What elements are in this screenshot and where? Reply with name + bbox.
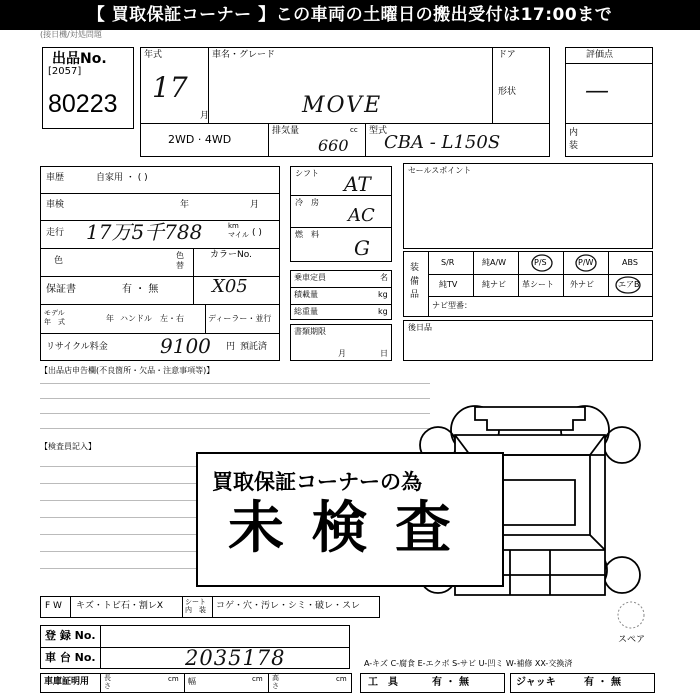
ac-value: AC — [348, 205, 375, 226]
chassis-label: 車 台 No. — [45, 651, 96, 664]
color-label: 色 — [54, 256, 64, 266]
shape-label: 形状 — [498, 87, 517, 97]
load-unit: kg — [378, 290, 388, 299]
interior-label: 内 装 — [569, 128, 579, 151]
shift-label: シフト — [295, 169, 319, 178]
chassis-value: 2035178 — [185, 646, 286, 670]
ac-label: 冷 房 — [295, 198, 319, 207]
score-label: 評価点 — [586, 50, 614, 60]
fw-label: F W — [45, 601, 62, 611]
seat-items: コゲ・穴・汚レ・シミ・破レ・スレ — [216, 601, 361, 611]
history-value: 自家用 ・ ( ) — [96, 173, 148, 183]
model-year-label: モデル 年 式 — [44, 309, 65, 327]
docs-month: 月 — [338, 349, 346, 358]
year-value: 17 — [152, 71, 188, 104]
fuel-label: 燃 料 — [295, 230, 319, 239]
width-label: 幅 — [188, 677, 196, 686]
gross-label: 総重量 — [294, 307, 318, 316]
tools-value: 有 ・ 無 — [432, 677, 469, 688]
sales-point-label: セールスポイント — [408, 166, 472, 175]
spare-tire-icon — [616, 600, 646, 630]
damage-legend: A-キズ C-腐食 E-エクボ S-サビ U-凹ミ W-補修 XX-交換済 — [364, 659, 573, 668]
history-label: 車歴 — [46, 173, 65, 183]
name-value: MOVE — [302, 93, 383, 118]
door-label: ドア — [498, 50, 516, 60]
tools-label: 工 具 — [368, 677, 398, 688]
equip-sr: S/R — [441, 258, 455, 267]
notice-main: 未 検 査 — [228, 495, 455, 561]
inspection-month-mark: 月 — [250, 200, 260, 210]
fw-items: キズ・トビ石・割レX — [76, 601, 163, 611]
lot-sub-number: [2057] — [48, 66, 82, 77]
fuel-value: G — [354, 236, 370, 260]
handle-side: ハンドル 左・右 — [120, 314, 184, 323]
after-items-label: 後日品 — [408, 323, 432, 332]
width-unit: cm — [252, 675, 263, 683]
length-unit: cm — [168, 675, 179, 683]
seat-label: シート 内 装 — [185, 598, 206, 615]
color-no-label: カラーNo. — [210, 250, 252, 260]
month-mark: 月 — [200, 111, 210, 121]
lot-label: 出品No. — [52, 51, 107, 67]
equip-genuine-navi: 純ナビ — [482, 280, 506, 289]
equip-pw: P/W — [578, 258, 594, 267]
inspector-label: 【検査員記入】 — [40, 442, 96, 451]
name-grade-label: 車名・グレード — [212, 50, 276, 60]
after-items-box — [403, 320, 653, 361]
color-no-value: X05 — [212, 276, 248, 297]
color-swap-label: 色 替 — [176, 251, 184, 271]
jack-value: 有 ・ 無 — [584, 677, 621, 688]
report-label: 【出品店申告欄(不良箇所・欠品・注意事項等)】 — [40, 366, 215, 375]
model-type-value: CBA - L150S — [384, 132, 501, 153]
jack-label: ジャッキ — [516, 677, 556, 688]
equip-airbag: エアB — [618, 280, 640, 289]
equip-ps: P/S — [534, 258, 547, 267]
load-label: 積載量 — [294, 290, 318, 299]
displacement-label: 排気量 — [272, 126, 300, 136]
spare-label: スペア — [618, 635, 646, 645]
score-value: — — [585, 76, 609, 104]
recycle-label: リサイクル料金 — [46, 342, 108, 352]
drive-type: 2WD · 4WD — [168, 133, 232, 146]
docs-day: 日 — [380, 349, 388, 358]
displacement-value: 660 — [318, 136, 349, 155]
length-label: 長 さ — [104, 674, 111, 691]
mileage-unit: km マイル — [228, 222, 249, 240]
height-unit: cm — [336, 675, 347, 683]
displacement-unit: cc — [350, 126, 358, 134]
header-banner: 【 買取保証コーナー 】この車両の土曜日の搬出受付は17:00まで — [0, 0, 700, 30]
registration-label: 登 録 No. — [45, 629, 96, 642]
mileage-value: 17万5千788 — [86, 220, 203, 244]
capacity-label: 乗車定員 — [294, 273, 326, 282]
warranty-value: 有 ・ 無 — [122, 284, 159, 295]
equip-abs: ABS — [622, 258, 638, 267]
model-type-label: 型式 — [369, 126, 388, 136]
mileage-label: 走行 — [46, 228, 65, 238]
garage-cert-label: 車庫証明用 — [44, 677, 90, 687]
mileage-paren: ( ) — [252, 228, 262, 238]
model-year-mark: 年 — [106, 314, 114, 323]
lot-number: 80223 — [48, 90, 118, 118]
capacity-unit: 名 — [380, 273, 388, 282]
equip-genuine-tv: 純TV — [439, 280, 458, 289]
docs-label: 書類期限 — [294, 327, 326, 336]
equip-leather-seat: 革シート — [522, 280, 554, 289]
navi-model-label: ナビ型番： — [432, 301, 472, 310]
equip-genuine-aw: 純A/W — [482, 258, 507, 267]
year-label: 年式 — [144, 50, 163, 60]
shift-value: AT — [344, 172, 371, 196]
notice-title: 買取保証コーナーの為 — [212, 470, 422, 494]
recycle-value: 9100 — [160, 334, 211, 358]
inspection-year-mark: 年 — [180, 200, 190, 210]
equipment-label: 装 備 品 — [410, 263, 420, 300]
cutoff-text: (接日機/対処問題 — [40, 30, 102, 39]
equip-aftermarket-navi: 外ナビ — [570, 280, 594, 289]
recycle-note: 預託済 — [240, 342, 268, 352]
recycle-unit: 円 — [226, 342, 236, 352]
height-label: 高 さ — [272, 674, 279, 691]
dealer-type: ディーラー・並行 — [208, 314, 272, 323]
inspection-label: 車検 — [46, 200, 65, 210]
warranty-label: 保証書 — [46, 284, 76, 295]
gross-unit: kg — [378, 307, 388, 316]
